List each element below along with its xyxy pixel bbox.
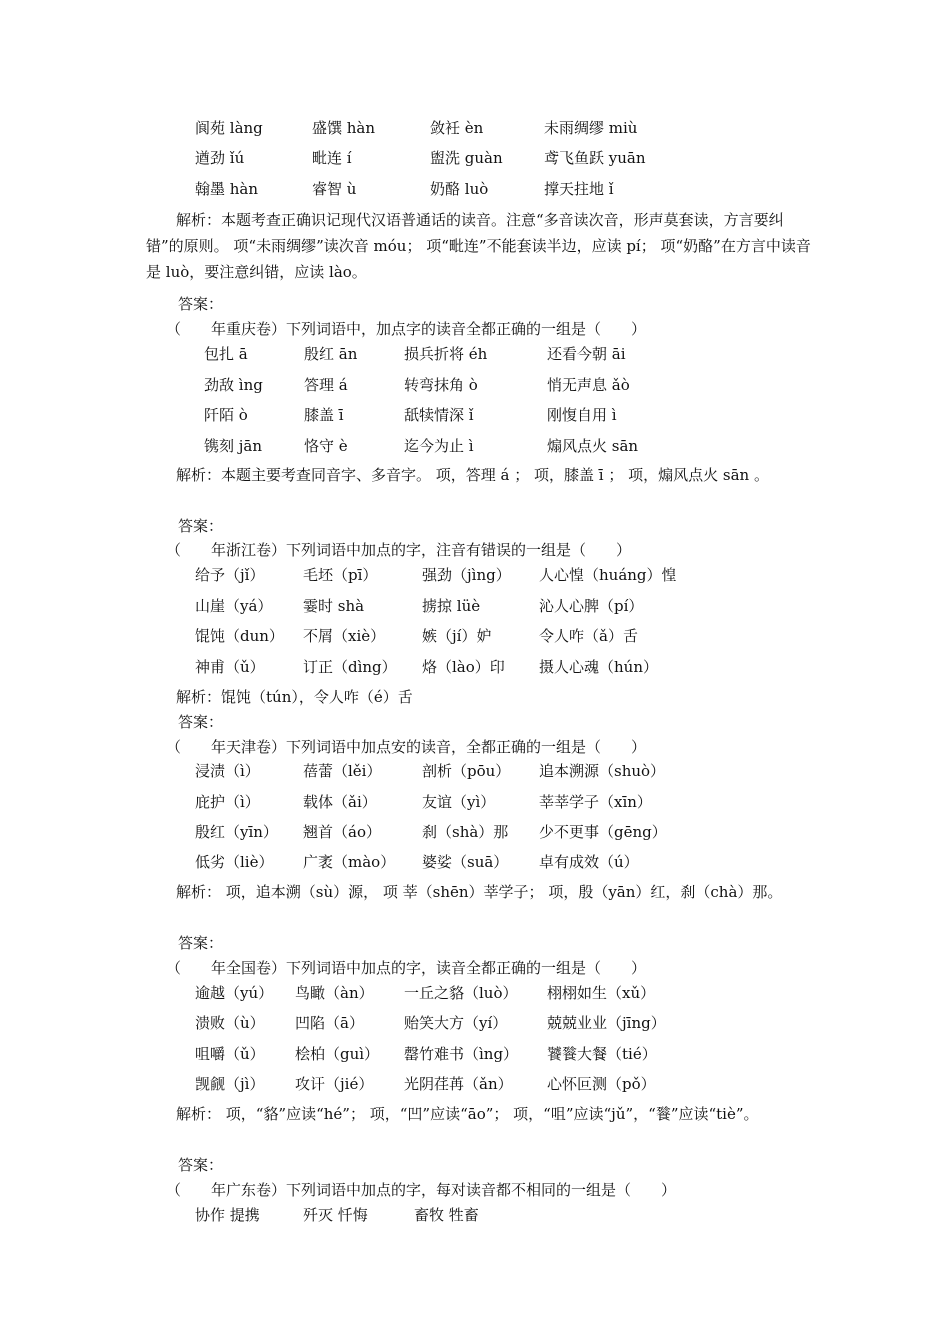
question-text: （ 年天津卷）下列词语中加点安的读音，全都正确的一组是（ ） xyxy=(166,738,647,756)
word-option: 阡陌 ò xyxy=(204,406,248,424)
word-option: 协作 提携 xyxy=(195,1206,260,1224)
word-option: 神甫（ǔ） xyxy=(195,658,265,676)
question-text: （ 年浙江卷）下列词语中加点的字，注音有错误的一组是（ ） xyxy=(166,541,632,559)
analysis-text: 解析：本题主要考查同音字、多音字。 项，答理 á ； 项，膝盖 ī ； 项，煽风点火 sān 。 xyxy=(176,466,769,484)
word-option: 劲敌 ìng xyxy=(204,376,263,394)
word-option: 答理 á xyxy=(304,376,348,394)
word-option: 膝盖 ī xyxy=(304,406,344,424)
word-option: 遒劲 ǐú xyxy=(195,149,245,167)
word-option: 浸渍（ì） xyxy=(195,762,260,780)
word-option: 友谊（yì） xyxy=(422,793,496,811)
word-option: 低劣（liè） xyxy=(195,853,274,871)
word-option: 殷红 ān xyxy=(304,345,358,363)
word-option: 未雨绸缪 miù xyxy=(544,119,638,137)
answer-label: 答案： xyxy=(178,934,224,952)
word-option: 栩栩如生（xǔ） xyxy=(547,984,656,1002)
word-option: 掳掠 lüè xyxy=(422,597,481,615)
word-option: 转弯抹角 ò xyxy=(404,376,478,394)
word-option: 不屑（xiè） xyxy=(303,627,386,645)
question-text: （ 年重庆卷）下列词语中，加点字的读音全都正确的一组是（ ） xyxy=(166,320,647,338)
word-option: 鸢飞鱼跃 yuān xyxy=(544,149,646,167)
word-option: 庇护（ì） xyxy=(195,793,260,811)
word-option: 桧柏（guì） xyxy=(295,1045,380,1063)
word-option: 奶酪 luò xyxy=(430,180,489,198)
word-option: 盥洗 guàn xyxy=(430,149,503,167)
word-option: 刚愎自用 ì xyxy=(547,406,617,424)
word-option: 蓓蕾（lěi） xyxy=(303,762,382,780)
word-option: 剖析（pōu） xyxy=(422,762,511,780)
word-option: 订正（dìng） xyxy=(303,658,397,676)
word-option: 凹陷（ā） xyxy=(295,1014,364,1032)
word-option: 毗连 í xyxy=(312,149,352,167)
word-option: 令人咋（ǎ）舌 xyxy=(539,627,638,645)
word-option: 盛馔 hàn xyxy=(312,119,376,137)
analysis-text: 解析： 项，追本溯（sù）源， 项 莘（shēn）莘学子； 项，殷（yān）红，刹（chà）那。 xyxy=(176,883,783,901)
word-option: 嫉（jí）妒 xyxy=(422,627,492,645)
word-option: 鸟瞰（àn） xyxy=(295,984,374,1002)
word-option: 摄人心魂（hún） xyxy=(539,658,658,676)
word-option: 悄无声息 ǎò xyxy=(547,376,630,394)
word-option: 广袤（mào） xyxy=(303,853,396,871)
word-option: 给予（jǐ） xyxy=(195,566,265,584)
answer-label: 答案： xyxy=(178,713,224,731)
word-option: 攻讦（jié） xyxy=(295,1075,374,1093)
word-option: 镌刻 jān xyxy=(204,437,263,455)
word-option: 心怀叵测（pǒ） xyxy=(547,1075,656,1093)
word-option: 罄竹难书（ìng） xyxy=(404,1045,519,1063)
word-option: 还看今朝 āi xyxy=(547,345,626,363)
word-option: 追本溯源（shuò） xyxy=(539,762,666,780)
answer-label: 答案： xyxy=(178,295,224,313)
word-option: 敛衽 èn xyxy=(430,119,484,137)
word-option: 迄今为止 ì xyxy=(404,437,474,455)
answer-label: 答案： xyxy=(178,1156,224,1174)
word-option: 歼灭 忏悔 xyxy=(303,1206,368,1224)
word-option: 莘莘学子（xīn） xyxy=(539,793,652,811)
word-option: 沁人心脾（pí） xyxy=(539,597,644,615)
question-text: （ 年全国卷）下列词语中加点的字，读音全都正确的一组是（ ） xyxy=(166,959,647,977)
word-option: 饕餮大餐（tié） xyxy=(547,1045,657,1063)
word-option: 溃败（ù） xyxy=(195,1014,265,1032)
word-option: 婆娑（suā） xyxy=(422,853,509,871)
word-option: 逾越（yú） xyxy=(195,984,274,1002)
word-option: 咀嚼（ǔ） xyxy=(195,1045,265,1063)
word-option: 兢兢业业（jīng） xyxy=(547,1014,666,1032)
word-option: 强劲（jìng） xyxy=(422,566,511,584)
word-option: 舐犊情深 ǐ xyxy=(404,406,474,424)
word-option: 损兵折将 éh xyxy=(404,345,488,363)
word-option: 载体（ǎi） xyxy=(303,793,377,811)
word-option: 贻笑大方（yí） xyxy=(404,1014,508,1032)
word-option: 翰墨 hàn xyxy=(195,180,259,198)
word-option: 人心惶（huáng）惶 xyxy=(539,566,677,584)
word-option: 一丘之貉（luò） xyxy=(404,984,518,1002)
word-option: 恪守 è xyxy=(304,437,348,455)
word-option: 馄饨（dun） xyxy=(195,627,284,645)
word-option: 阆苑 làng xyxy=(195,119,263,137)
word-option: 少不更事（gēng） xyxy=(539,823,667,841)
word-option: 翘首（áo） xyxy=(303,823,381,841)
answer-label: 答案： xyxy=(178,517,224,535)
word-option: 毛坯（pī） xyxy=(303,566,378,584)
analysis-text: 解析：馄饨（tún），令人咋（é）舌 xyxy=(176,688,413,706)
word-option: 山崖（yá） xyxy=(195,597,273,615)
word-option: 睿智 ù xyxy=(312,180,357,198)
word-option: 觊觎（jì） xyxy=(195,1075,265,1093)
question-text: （ 年广东卷）下列词语中加点的字，每对读音都不相同的一组是（ ） xyxy=(166,1181,677,1199)
word-option: 煽风点火 sān xyxy=(547,437,639,455)
word-option: 畜牧 牲畜 xyxy=(414,1206,479,1224)
analysis-text: 解析： 项，“貉”应读“hé”； 项，“凹”应读“āo”； 项，“咀”应读“jǔ”，“餮”应读“tiè”。 xyxy=(176,1105,759,1123)
word-option: 撑天拄地 ǐ xyxy=(544,180,614,198)
word-option: 卓有成效（ú） xyxy=(539,853,639,871)
word-option: 包扎 ā xyxy=(204,345,248,363)
word-option: 烙（lào）印 xyxy=(422,658,505,676)
word-option: 霎时 shà xyxy=(303,597,365,615)
word-option: 刹（shà）那 xyxy=(422,823,509,841)
analysis-text: 解析：本题考查正确识记现代汉语普通话的读音。注意“多音读次音，形声莫套读，方言要纠错”的原则。 项“未雨绸缪”读次音 móu； 项“毗连”不能套读半边，应读 pí； 项“奶酪”在方言中读音是 luò，要注意纠错，应读 lào。 xyxy=(146,211,811,281)
word-option: 光阴荏苒（ǎn） xyxy=(404,1075,513,1093)
word-option: 殷红（yīn） xyxy=(195,823,278,841)
